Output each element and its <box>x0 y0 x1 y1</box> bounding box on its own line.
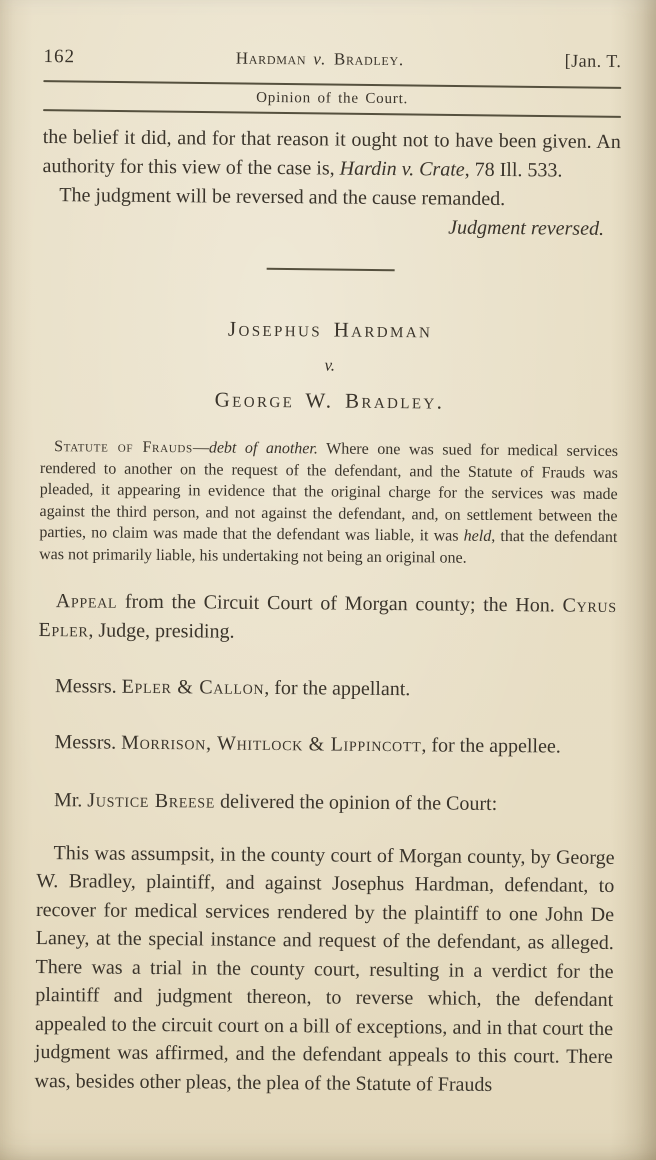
syllabus-paragraph: Statute of Frauds—debt of another. Where one was sued for medical services rendered to another on the request of the defendant, and the Statute of Frauds was pleaded, it appearing in evidence that the original charge for the services was made against the third person, and not against the defendant, and, on settlement between the parties, no claim was made that the defendant was liable, it was held, that the defendant was not primarily liable, his undertaking not being an original one. <box>39 438 619 567</box>
opinion-attribution: Mr. Justice Breese delivered the opinion of the Court: <box>53 788 498 815</box>
header-rule-bottom <box>43 109 621 118</box>
header-rule-top <box>43 80 621 89</box>
previous-opinion-closing <box>42 123 621 244</box>
closing-paragraph: the belief it did, and for that reason it ought not to have been given. An authority for this view of the case is, Hardin v. Crate, 78 Ill. 533. <box>42 125 621 182</box>
versus-label: v. <box>324 355 336 375</box>
party-appellee: George W. Bradley. <box>214 387 445 414</box>
running-title: Hardman v. Bradley. <box>235 48 404 70</box>
party-appellant: Josephus Hardman <box>227 316 433 343</box>
judgment-sentence: The judgment will be reversed and the cause remanded. <box>59 184 506 211</box>
term-label: [Jan. T. <box>564 50 622 72</box>
case-caption <box>40 314 619 416</box>
counsel-appellee: Messrs. Morrison, Whitlock & Lippincott, for the appellee. <box>54 730 561 758</box>
case-separator-rule <box>267 268 395 272</box>
judgment-tagline: Judgment reversed. <box>448 216 605 240</box>
page-content <box>34 0 622 1100</box>
opinion-body-paragraph: This was assumpsit, in the county court of Morgan county, by George W. Bradley, plaintiff, and against Josephus Hardman, defendant, to recover for medical services rendered by the plaintiff to one John De Laney, at the special instance and request of the defendant, as alleged. There was a trial in the county court, resulting in a verdict for the plaintiff and judgment thereon, to reverse which, the defendant appealed to the circuit court on a bill of exceptions, and in that court the judgment was affirmed, and the defendant appeals to this court. There was, besides other pleas, the plea of the Statute of Frauds <box>34 841 615 1096</box>
counsel-appellant: Messrs. Epler & Callon, for the appellant. <box>54 674 411 700</box>
appeal-paragraph: Appeal from the Circuit Court of Morgan county; the Hon. Cyrus Epler, Judge, presiding. <box>38 589 617 643</box>
section-label: Opinion of the Court. <box>256 89 409 108</box>
running-head <box>43 46 621 73</box>
page-number: 162 <box>43 45 76 68</box>
